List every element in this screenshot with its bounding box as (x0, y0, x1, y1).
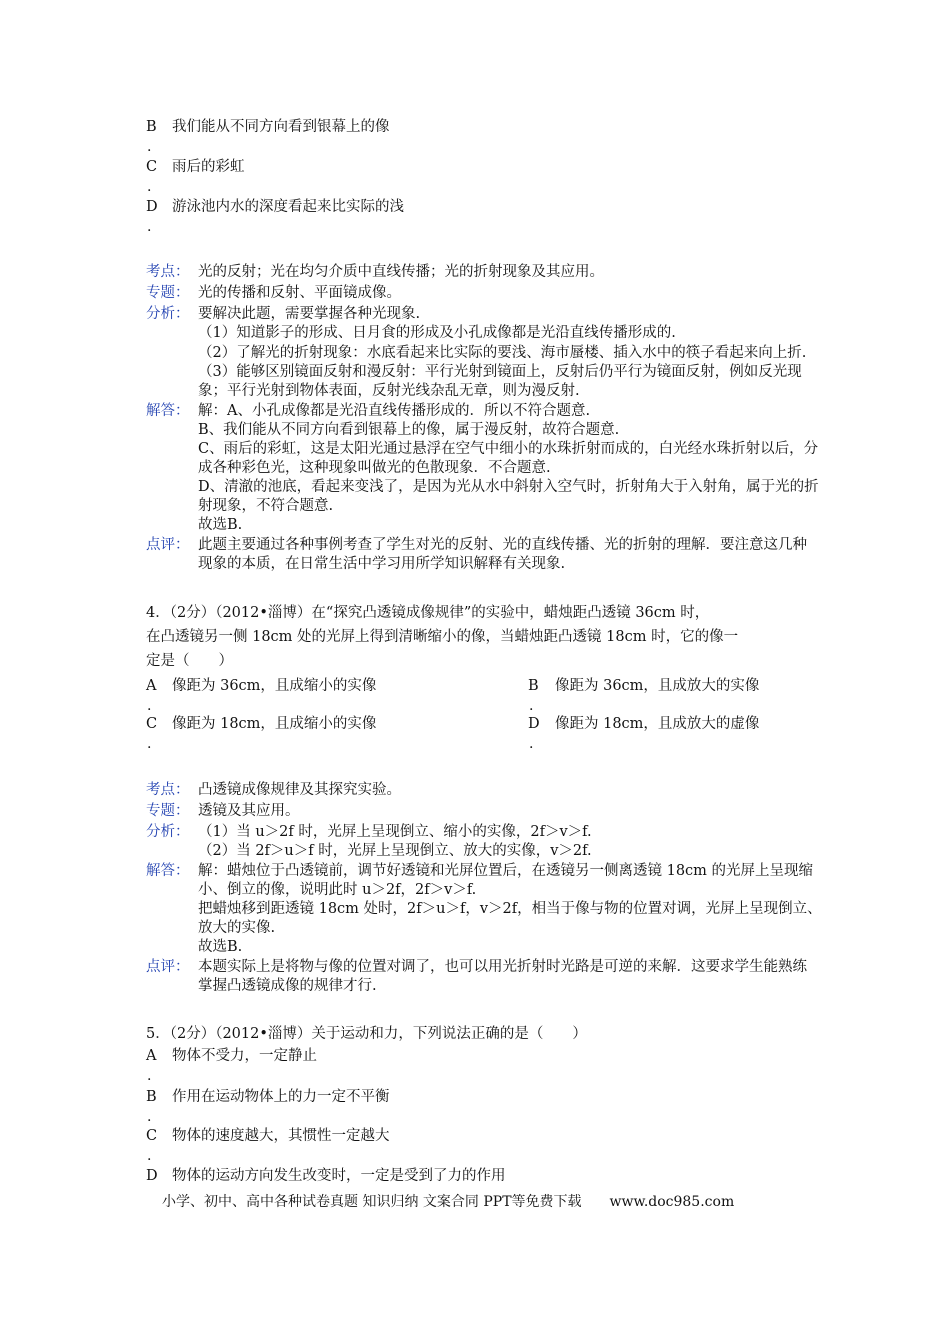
page-footer: 小学、初中、高中各种试卷真题 知识归纳 文案合同 PPT等免费下载 www.doc985.com (162, 1194, 735, 1210)
option-dot: . (147, 698, 152, 714)
option-letter: A (146, 1048, 157, 1064)
jieda-line: 解：蜡烛位于凸透镜前，调节好透镜和光屏位置后，在透镜另一侧离透镜 18cm 的光屏上呈现缩 (198, 863, 814, 879)
option-text: 像距为 36cm，且成缩小的实像 (172, 678, 377, 694)
dianping-label: 点评： (146, 537, 190, 553)
jieda-line: B、我们能从不同方向看到银幕上的像，属于漫反射，故符合题意. (198, 422, 620, 438)
fenxi-line: 象；平行光射到物体表面，反射光线杂乱无章，则为漫反射. (198, 383, 580, 399)
option-letter: C (146, 716, 158, 732)
option-letter: C (146, 159, 158, 175)
fenxi-line: （2）了解光的折射现象：水底看起来比实际的要浅、海市蜃楼、插入水中的筷子看起来向上折. (198, 345, 807, 361)
jieda-line: 成各种彩色光，这种现象叫做光的色散现象．不合题意. (198, 460, 551, 476)
kaodian-label: 考点： (146, 782, 190, 798)
jieda-line: C、雨后的彩虹，这是太阳光通过悬浮在空气中细小的水珠折射而成的，白光经水珠折射以后，分 (198, 441, 819, 457)
option-dot: . (147, 139, 152, 155)
option-text: 雨后的彩虹 (172, 159, 245, 175)
option-text: 物体的运动方向发生改变时，一定是受到了力的作用 (172, 1168, 506, 1184)
option-dot: . (147, 736, 152, 752)
option-text: 游泳池内水的深度看起来比实际的浅 (172, 199, 404, 215)
zhuanti-text: 光的传播和反射、平面镜成像。 (198, 285, 401, 301)
jieda-line: 把蜡烛移到距透镜 18cm 处时，2f＞u＞f，v＞2f，相当于像与物的位置对调，光屏上呈现倒立、 (198, 901, 822, 917)
kaodian-label: 考点： (146, 264, 190, 280)
jieda-line: 小、倒立的像，说明此时 u＞2f，2f＞v＞f. (198, 882, 477, 898)
fenxi-line: 要解决此题，需要掌握各种光现象. (198, 306, 421, 322)
option-text: 物体不受力，一定静止 (172, 1048, 317, 1064)
dianping-line: 此题主要通过各种事例考查了学生对光的反射、光的直线传播、光的折射的理解．要注意这几种 (198, 537, 807, 553)
dianping-line: 现象的本质，在日常生活中学习用所学知识解释有关现象. (198, 556, 566, 572)
option-letter: D (146, 199, 158, 215)
fenxi-line: （3）能够区别镜面反射和漫反射：平行光射到镜面上，反射后仍平行为镜面反射，例如反光现 (198, 364, 802, 380)
option-text: 像距为 18cm，且成缩小的实像 (172, 716, 377, 732)
kaodian-text: 光的反射；光在均匀介质中直线传播；光的折射现象及其应用。 (198, 264, 604, 280)
option-letter: B (528, 678, 539, 694)
question-stem-line: 定是（ ） (146, 653, 233, 669)
option-letter: B (146, 1089, 157, 1105)
option-letter: C (146, 1128, 158, 1144)
option-text: 像距为 36cm，且成放大的实像 (555, 678, 760, 694)
fenxi-line: （1）知道影子的形成、日月食的形成及小孔成像都是光沿直线传播形成的. (198, 325, 676, 341)
zhuanti-text: 透镜及其应用。 (198, 803, 300, 819)
option-text: 像距为 18cm，且成放大的虚像 (555, 716, 760, 732)
option-text: 物体的速度越大，其惯性一定越大 (172, 1128, 390, 1144)
option-dot: . (147, 219, 152, 235)
fenxi-label: 分析： (146, 306, 190, 322)
option-dot: . (147, 1068, 152, 1084)
option-letter: B (146, 119, 157, 135)
dianping-line: 本题实际上是将物与像的位置对调了，也可以用光折射时光路是可逆的来解．这要求学生能熟练 (198, 959, 807, 975)
option-dot: . (529, 698, 534, 714)
question-stem-line: 在凸透镜另一侧 18cm 处的光屏上得到清晰缩小的像，当蜡烛距凸透镜 18cm 时，它的像一 (146, 629, 739, 645)
fenxi-label: 分析： (146, 824, 190, 840)
question-stem-line: 4．（2分）（2012•淄博）在“探究凸透镜成像规律”的实验中，蜡烛距凸透镜 36cm 时， (146, 605, 710, 621)
jieda-line: 放大的实像. (198, 920, 276, 936)
jieda-line: 故选B. (198, 939, 243, 955)
option-letter: A (146, 678, 157, 694)
option-text: 作用在运动物体上的力一定不平衡 (172, 1089, 390, 1105)
option-dot: . (147, 1148, 152, 1164)
kaodian-text: 凸透镜成像规律及其探究实验。 (198, 782, 401, 798)
fenxi-line: （1）当 u＞2f 时，光屏上呈现倒立、缩小的实像，2f＞v＞f. (198, 824, 592, 840)
option-letter: D (528, 716, 540, 732)
dianping-line: 掌握凸透镜成像的规律才行. (198, 978, 377, 994)
jieda-line: 射现象，不符合题意. (198, 498, 334, 514)
jieda-label: 解答： (146, 863, 190, 879)
dianping-label: 点评： (146, 959, 190, 975)
jieda-label: 解答： (146, 403, 190, 419)
option-dot: . (529, 736, 534, 752)
option-dot: . (147, 179, 152, 195)
fenxi-line: （2）当 2f＞u＞f 时，光屏上呈现倒立、放大的实像，v＞2f. (198, 843, 592, 859)
zhuanti-label: 专题： (146, 803, 190, 819)
option-text: 我们能从不同方向看到银幕上的像 (172, 119, 390, 135)
jieda-line: 解：A、小孔成像都是光沿直线传播形成的．所以不符合题意. (198, 403, 591, 419)
option-letter: D (146, 1168, 158, 1184)
question-stem-line: 5．（2分）（2012•淄博）关于运动和力，下列说法正确的是（ ） (146, 1026, 587, 1042)
jieda-line: D、清澈的池底，看起来变浅了，是因为光从水中斜射入空气时，折射角大于入射角，属于光的折 (198, 479, 819, 495)
jieda-line: 故选B. (198, 517, 243, 533)
zhuanti-label: 专题： (146, 285, 190, 301)
option-dot: . (147, 1109, 152, 1125)
